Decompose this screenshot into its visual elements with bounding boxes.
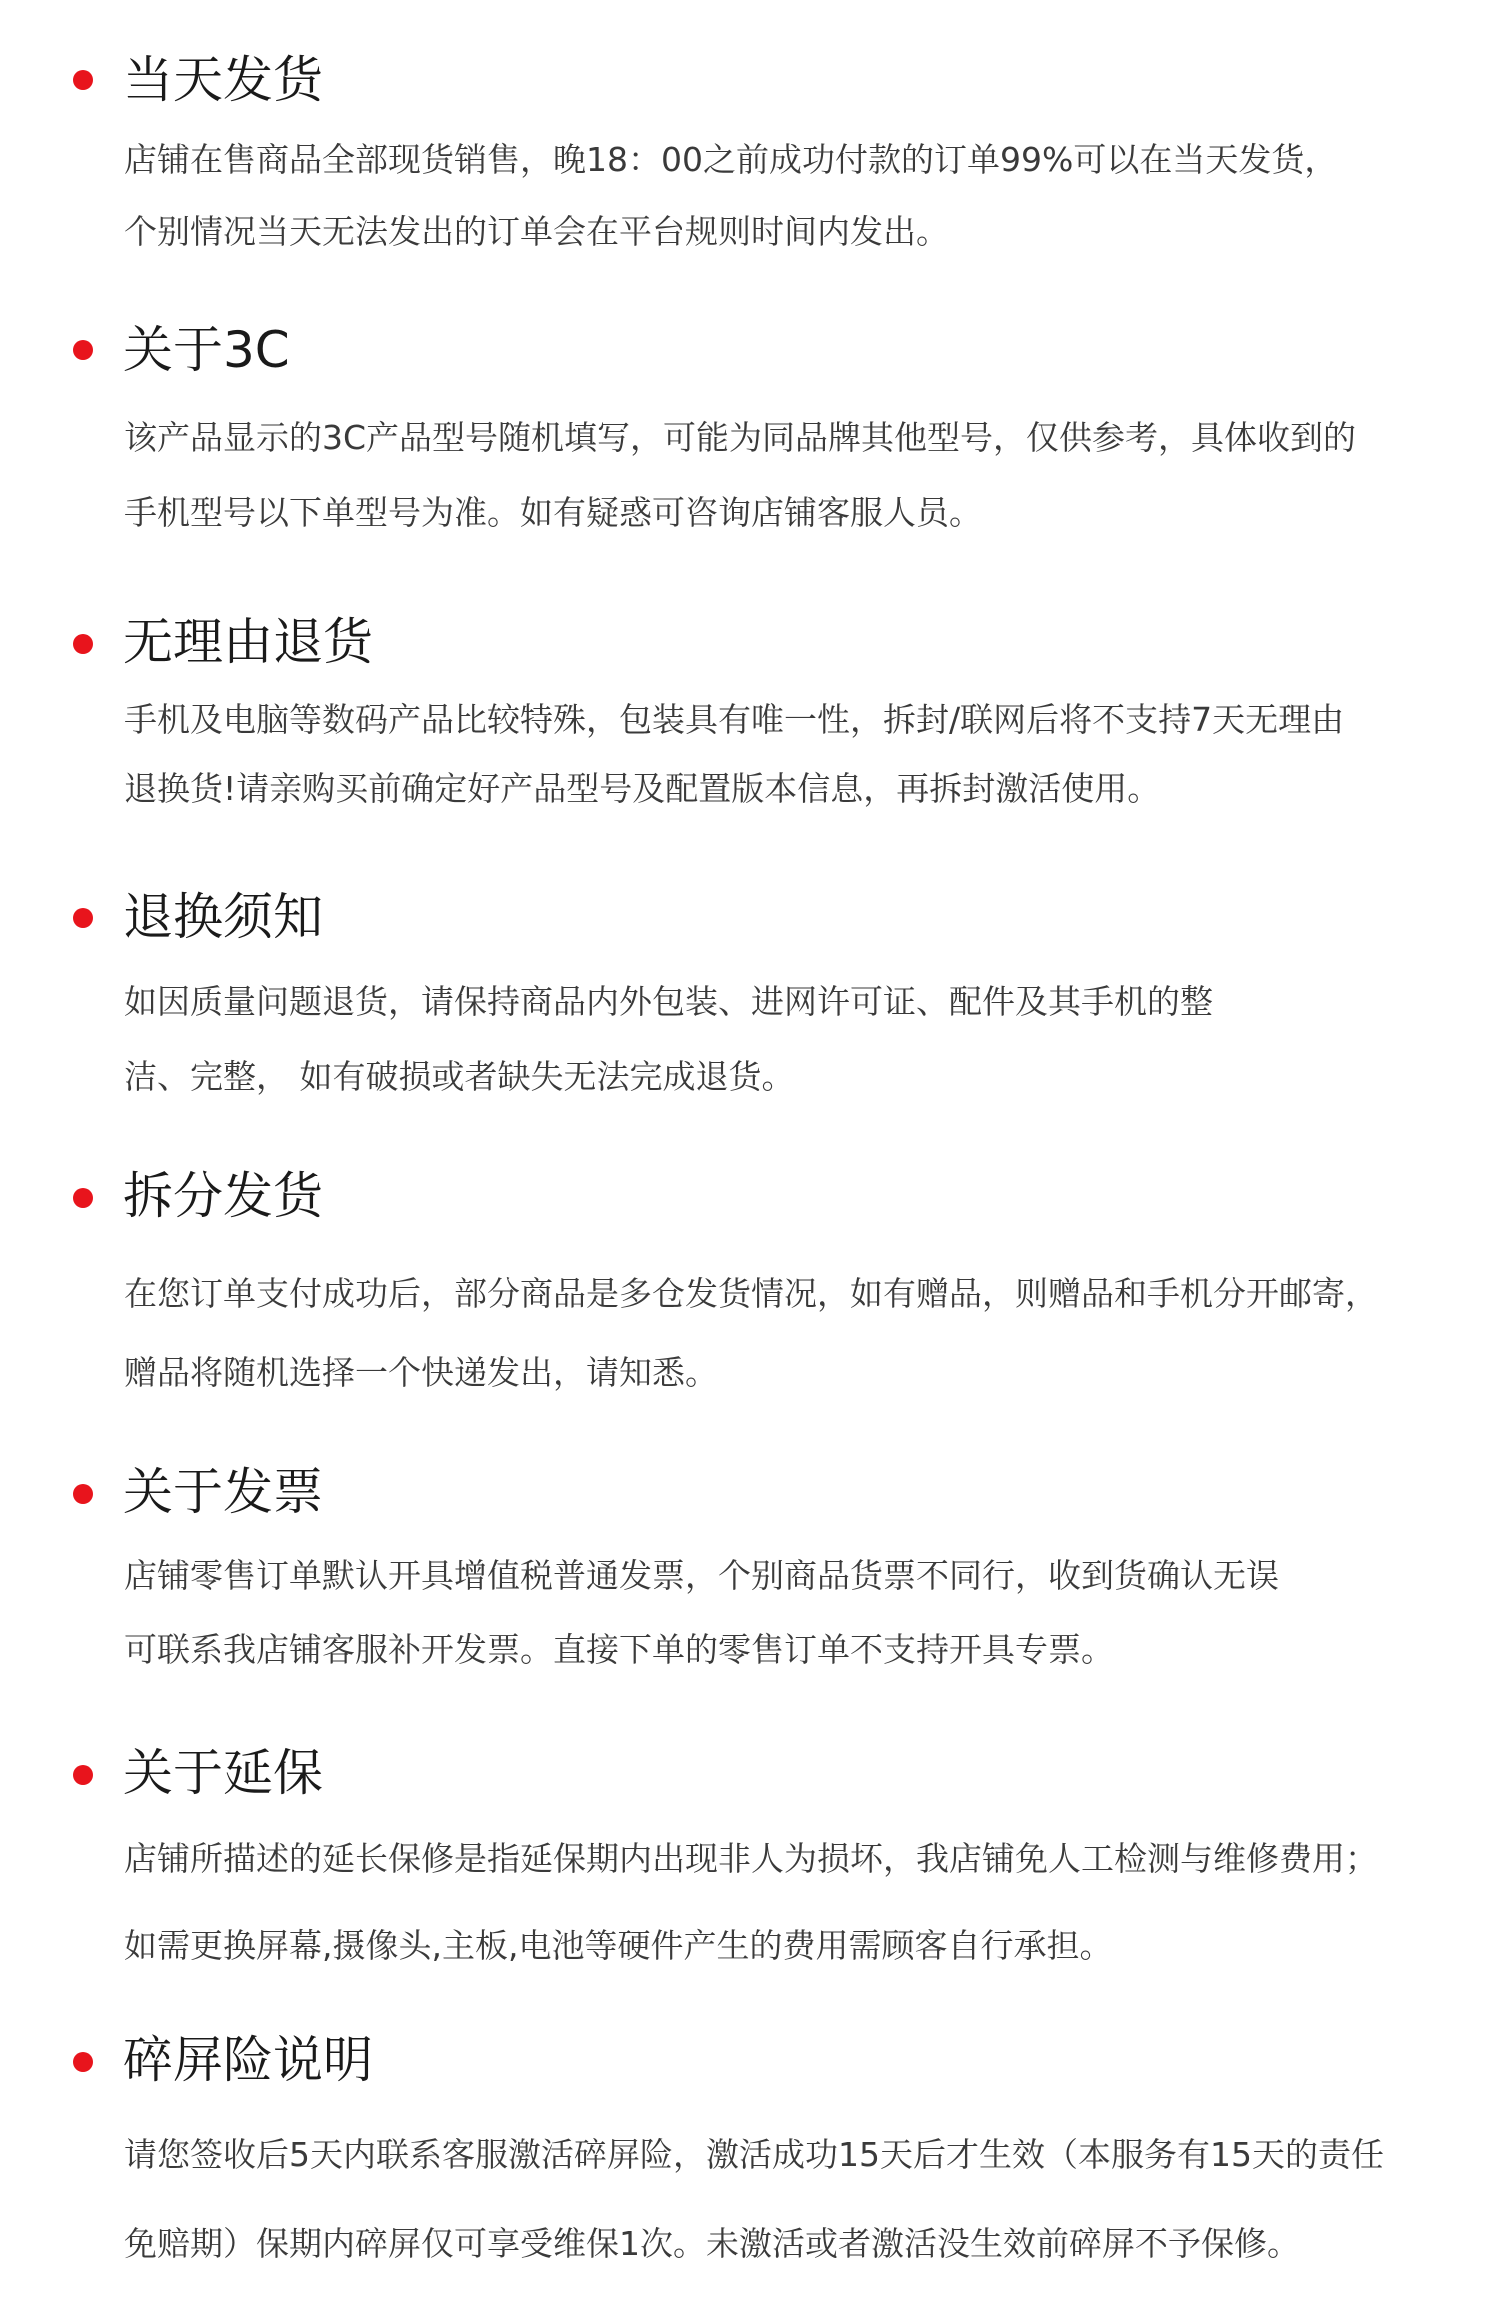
section-title: 退换须知 bbox=[123, 888, 323, 946]
section-text-line: 在您订单支付成功后，部分商品是多仓发货情况，如有赠品，则赠品和手机分开邮寄， bbox=[124, 1274, 1378, 1313]
bullet-dot bbox=[73, 1484, 93, 1504]
section-title: 无理由退货 bbox=[123, 613, 373, 671]
section-text-line: 可联系我店铺客服补开发票。直接下单的零售订单不支持开具专票。 bbox=[124, 1630, 1114, 1669]
bullet-dot bbox=[73, 1765, 93, 1785]
section-title: 碎屏险说明 bbox=[123, 2031, 373, 2089]
section-title: 关于3C bbox=[123, 321, 290, 379]
bullet-dot bbox=[73, 2052, 93, 2072]
section-text-line: 该产品显示的3C产品型号随机填写，可能为同品牌其他型号，仅供参考，具体收到的 bbox=[124, 418, 1357, 457]
section-text-line: 店铺在售商品全部现货销售，晚18：00之前成功付款的订单99%可以在当天发货， bbox=[124, 140, 1338, 179]
section-text-line: 洁、完整， 如有破损或者缺失无法完成退货。 bbox=[124, 1057, 795, 1096]
section-text-line: 店铺零售订单默认开具增值税普通发票，个别商品货票不同行，收到货确认无误 bbox=[124, 1556, 1279, 1595]
section-text-line: 个别情况当天无法发出的订单会在平台规则时间内发出。 bbox=[124, 212, 949, 251]
section-text-line: 如因质量问题退货，请保持商品内外包装、进网许可证、配件及其手机的整 bbox=[124, 982, 1213, 1021]
bullet-dot bbox=[73, 908, 93, 928]
section-title: 关于发票 bbox=[123, 1463, 323, 1521]
section-title: 拆分发货 bbox=[123, 1167, 323, 1225]
section-text-line: 免赔期）保期内碎屏仅可享受维保1次。未激活或者激活没生效前碎屏不予保修。 bbox=[124, 2224, 1300, 2263]
section-text-line: 手机型号以下单型号为准。如有疑惑可咨询店铺客服人员。 bbox=[124, 493, 982, 532]
bullet-dot bbox=[73, 1188, 93, 1208]
bullet-dot bbox=[73, 634, 93, 654]
section-text-line: 店铺所描述的延长保修是指延保期内出现非人为损坏，我店铺免人工检测与维修费用； bbox=[124, 1839, 1378, 1878]
bullet-dot bbox=[73, 70, 93, 90]
section-title: 当天发货 bbox=[123, 51, 323, 109]
section-title: 关于延保 bbox=[123, 1744, 323, 1802]
section-text-line: 请您签收后5天内联系客服激活碎屏险，激活成功15天后才生效（本服务有15天的责任 bbox=[124, 2135, 1384, 2174]
section-text-line: 赠品将随机选择一个快递发出，请知悉。 bbox=[124, 1353, 718, 1392]
section-text-line: 手机及电脑等数码产品比较特殊，包装具有唯一性，拆封/联网后将不支持7天无理由 bbox=[124, 700, 1345, 739]
section-text-line: 如需更换屏幕,摄像头,主板,电池等硬件产生的费用需顾客自行承担。 bbox=[124, 1926, 1113, 1965]
bullet-dot bbox=[73, 340, 93, 360]
section-text-line: 退换货!请亲购买前确定好产品型号及配置版本信息，再拆封激活使用。 bbox=[124, 769, 1161, 808]
